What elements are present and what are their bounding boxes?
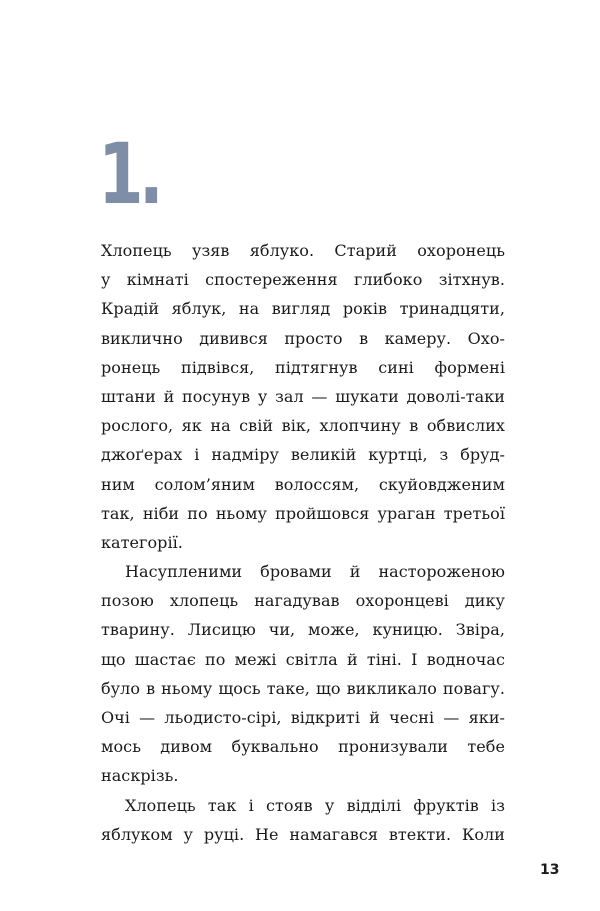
text-line: рослого, як на свій вік, хлопчину в обвислих [101,416,505,436]
text-line: мось дивом буквально пронизували тебе [101,737,505,757]
text-line: виклично дивився просто в камеру. Охо- [101,328,505,348]
paragraph [101,791,505,849]
text-line: ним солом’яним волоссям, скуйовдженим [101,474,505,494]
body-text [101,236,505,849]
text-line: джоґерах і надміру великій куртці, з бруд- [101,445,505,465]
text-line: у кімнаті спостереження глибоко зітхнув. [101,270,505,290]
text-line: ронець підвівся, підтягнув сині формені [101,357,505,377]
text-line: штани й посунув у зал — шукати доволі-таки [101,386,505,406]
text-line: Очі — льодисто-сірі, відкриті й чесні — яки- [101,708,505,727]
text-line: Хлопець так і стояв у відділі фруктів із [125,795,505,815]
text-line: так, ніби по ньому пройшовся ураган третьої [101,503,505,523]
paragraph [101,236,505,557]
text-line: Хлопець узяв яблуко. Старий охоронець [101,241,505,260]
text-line: категорії. [101,532,183,552]
text-line: було в ньому щось таке, що викликало повагу. [101,678,505,698]
text-line: Насупленими бровами й настороженою [125,562,505,582]
text-line: яблуком у руці. Не намагався втекти. Коли [101,824,505,844]
text-line: наскрізь. [101,766,179,786]
text-line: Крадій яблук, на вигляд років тринадцяти, [101,299,505,319]
text-line: позою хлопець нагадував охоронцеві дику [101,591,505,611]
chapter-number: 1. [98,125,160,223]
text-line: тварину. Лисицю чи, може, куницю. Звіра, [101,620,505,640]
paragraph [101,557,505,791]
text-line: що шастає по межі світла й тіні. І водночас [101,649,505,669]
page-number: 13 [540,862,560,878]
